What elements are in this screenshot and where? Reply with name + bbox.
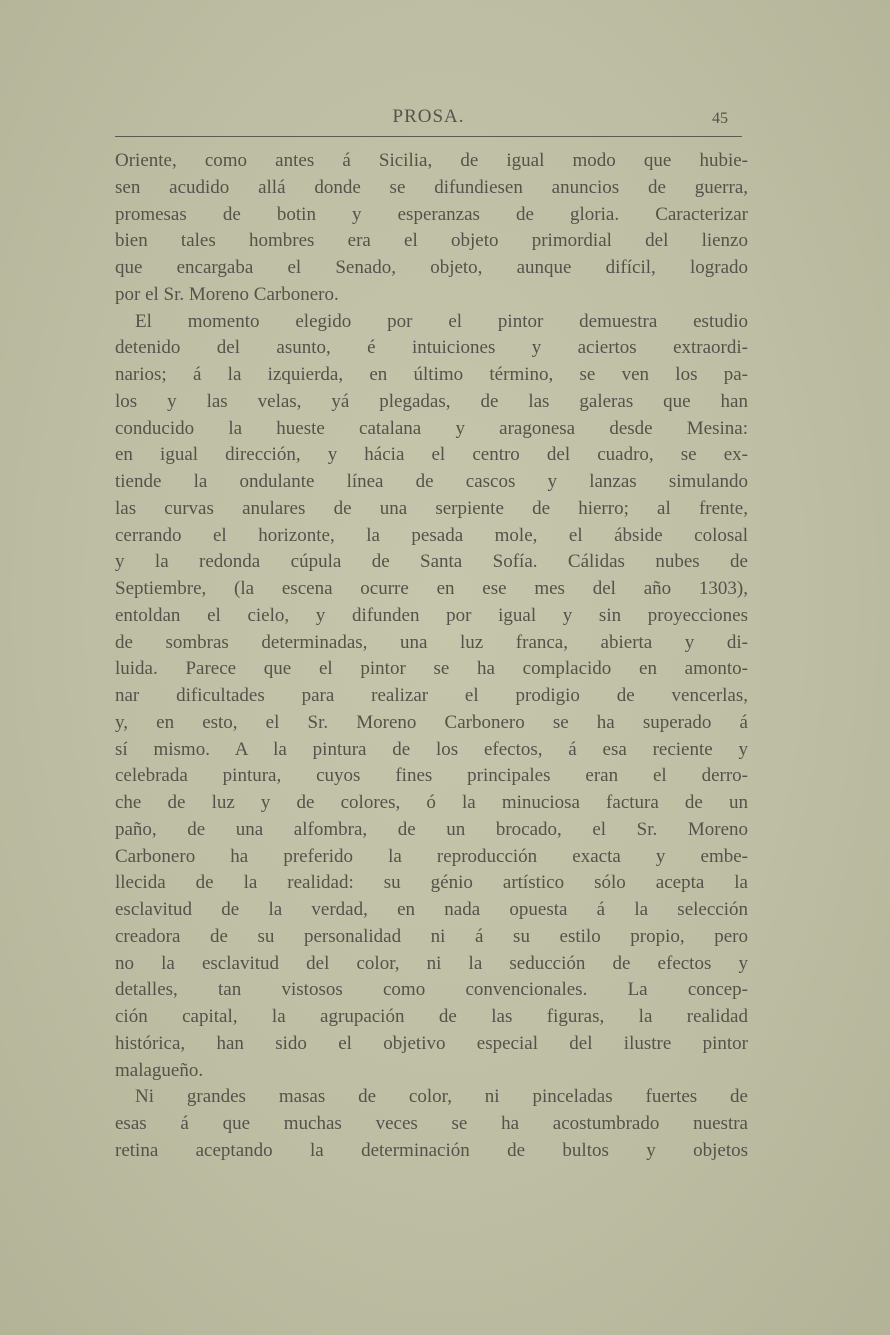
text-line: detenido del asunto, é intuiciones y aciertos extraordi- (115, 337, 748, 359)
text-line: las curvas anulares de una serpiente de hierro; al frente, (115, 497, 748, 519)
text-line: esclavitud de la verdad, en nada opuesta á la selección (115, 899, 748, 920)
text-line: de sombras determinadas, una luz franca, abierta y di- (115, 631, 748, 653)
text-line: sí mismo. A la pintura de los efectos, á esa reciente y (115, 738, 748, 760)
text-line: sen acudido allá donde se difundiesen anuncios de guerra, (115, 176, 748, 198)
text-line: detalles, tan vistosos como convencionales. La concep- (115, 979, 748, 1001)
text-line: promesas de botin y esperanzas de gloria. Caracterizar (115, 203, 748, 225)
text-line: conducido la hueste catalana y aragonesa desde Mesina: (115, 417, 748, 439)
text-line: y la redonda cúpula de Santa Sofía. Cálidas nubes de (115, 551, 748, 573)
text-line: che de luz y de colores, ó la minuciosa factura de un (115, 792, 748, 813)
text-line: malagueño. (115, 1059, 204, 1081)
text-line: llecida de la realidad: su génio artístico sólo acepta la (115, 872, 748, 894)
text-line: nar dificultades para realizar el prodigio de vencerlas, (115, 685, 748, 706)
text-line: ción capital, la agrupación de las figuras, la realidad (115, 1006, 748, 1027)
text-line: no la esclavitud del color, ni la seducción de efectos y (115, 952, 748, 974)
page-number: 45 (712, 110, 728, 127)
text-line: narios; á la izquierda, en último término, se ven los pa- (115, 364, 748, 385)
text-line: celebrada pintura, cuyos fines principales eran el derro- (115, 765, 748, 787)
body-text (115, 148, 748, 1165)
text-line: esas á que muchas veces se ha acostumbrado nuestra (115, 1113, 748, 1134)
text-line: en igual dirección, y hácia el centro del cuadro, se ex- (115, 444, 748, 466)
text-line: paño, de una alfombra, de un brocado, el Sr. Moreno (115, 818, 748, 840)
page-header (115, 106, 742, 137)
text-line: El momento elegido por el pintor demuestra estudio (135, 310, 748, 332)
text-line: los y las velas, yá plegadas, de las galeras que han (115, 390, 748, 412)
text-line: Oriente, como antes á Sicilia, de igual modo que hubie- (115, 150, 748, 171)
text-line: entoldan el cielo, y difunden por igual y sin proyecciones (115, 604, 748, 626)
text-line: luida. Parece que el pintor se ha complacido en amonto- (115, 658, 748, 680)
text-line: Carbonero ha preferido la reproducción exacta y embe- (115, 845, 748, 867)
text-line: tiende la ondulante línea de cascos y lanzas simulando (115, 471, 748, 492)
text-line: histórica, han sido el objetivo especial del ilustre pintor (115, 1032, 748, 1054)
text-line: y, en esto, el Sr. Moreno Carbonero se ha superado á (115, 711, 748, 733)
text-line: cerrando el horizonte, la pesada mole, el ábside colosal (115, 524, 748, 546)
text-line: Septiembre, (la escena ocurre en ese mes del año 1303), (115, 578, 748, 599)
running-head: PROSA. (392, 106, 465, 127)
text-line: bien tales hombres era el objeto primordial del lienzo (115, 230, 748, 252)
text-line: retina aceptando la determinación de bultos y objetos (115, 1139, 748, 1161)
text-line: que encargaba el Senado, objeto, aunque difícil, logrado (115, 257, 748, 278)
text-line: por el Sr. Moreno Carbonero. (115, 283, 339, 305)
text-line: creadora de su personalidad ni á su estilo propio, pero (115, 925, 748, 947)
text-line: Ni grandes masas de color, ni pinceladas fuertes de (135, 1086, 748, 1108)
